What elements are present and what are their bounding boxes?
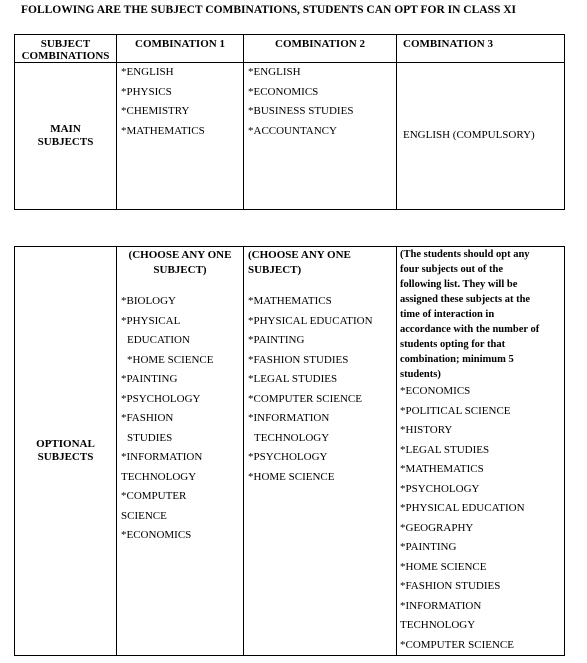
optional-combination-3-cell	[397, 247, 565, 656]
list-item: *PHYSICAL	[121, 314, 181, 327]
list-item: *ENGLISH	[121, 66, 174, 78]
note-line: combination; minimum 5	[400, 354, 514, 365]
list-item: *ECONOMICS	[400, 385, 471, 397]
note-line: (The students should opt any	[400, 249, 530, 260]
optional-combination-3-list	[397, 382, 564, 655]
list-item: *MATHEMATICS	[121, 124, 205, 137]
list-item: *ECONOMICS	[248, 85, 319, 98]
choose-any-one-note	[244, 247, 396, 278]
list-item: *GEOGRAPHY	[400, 521, 474, 534]
list-item: STUDIES	[127, 431, 173, 444]
list-item: *LEGAL STUDIES	[248, 373, 338, 385]
optional-combination-2-cell	[244, 247, 397, 656]
list-item: *COMPUTER SCIENCE	[248, 392, 362, 405]
choose-any-one-note	[117, 247, 243, 278]
list-item: *MATHEMATICS	[248, 295, 332, 307]
main-subjects-row	[15, 63, 565, 210]
list-item: *COMPUTER	[121, 490, 187, 502]
list-item: *FASHION STUDIES	[400, 580, 501, 592]
list-item: SCIENCE	[121, 509, 167, 522]
choose-note-line1: (CHOOSE ANY ONE	[248, 249, 351, 261]
list-item: *ENGLISH	[248, 66, 301, 78]
list-item: *BIOLOGY	[121, 295, 176, 307]
list-item: *FASHION	[121, 412, 174, 424]
optional-combination-2-list	[244, 278, 396, 487]
list-item: *INFORMATION	[121, 451, 203, 463]
main-label-line1: MAIN	[50, 123, 81, 135]
list-item: *BUSINESS STUDIES	[248, 105, 354, 117]
note-line: students opting for that	[400, 339, 506, 350]
header-combination-2: COMBINATION 2	[244, 35, 397, 63]
list-item: *HISTORY	[400, 424, 453, 436]
header-subject-combinations	[15, 35, 117, 63]
choose-note-line2: SUBJECT)	[248, 264, 302, 276]
note-line: following list. They will be	[400, 279, 518, 290]
list-item: *PSYCHOLOGY	[400, 482, 480, 495]
optional-combination-1-list	[117, 278, 243, 546]
list-item: *COMPUTER SCIENCE	[400, 638, 514, 651]
page-title: FOLLOWING ARE THE SUBJECT COMBINATIONS, STUDENTS CAN OPT FOR IN CLASS XI	[21, 4, 517, 16]
optional-subjects-label	[15, 247, 117, 656]
header-combination-1: COMBINATION 1	[117, 35, 244, 63]
list-item: *PAINTING	[248, 334, 305, 346]
list-item: *PSYCHOLOGY	[121, 392, 201, 405]
optional-subjects-row	[15, 247, 565, 656]
main-combination-2-list	[244, 63, 397, 210]
note-line: accordance with the number of	[400, 324, 540, 335]
list-item: *LEGAL STUDIES	[400, 443, 490, 456]
choose-note-line1: (CHOOSE ANY ONE	[128, 249, 232, 261]
list-item: *POLITICAL SCIENCE	[400, 404, 511, 417]
main-subjects-table	[14, 34, 565, 210]
main-label-line2: SUBJECTS	[37, 136, 94, 148]
optional-label-line2: SUBJECTS	[37, 451, 94, 463]
list-item: *INFORMATION	[400, 599, 482, 612]
list-item: *HOME SCIENCE	[248, 470, 335, 483]
header-label-line1: SUBJECT	[40, 38, 91, 50]
list-item: *HOME SCIENCE	[400, 560, 487, 573]
list-item: *PAINTING	[121, 373, 178, 385]
list-item: *PHYSICAL EDUCATION	[400, 502, 525, 514]
list-item: TECHNOLOGY	[254, 431, 330, 444]
list-item: *PAINTING	[400, 541, 457, 553]
list-item: *PHYSICAL EDUCATION	[248, 314, 373, 327]
list-item: *ACCOUNTANCY	[248, 124, 337, 137]
note-line: students)	[400, 369, 441, 380]
list-item: *HOME SCIENCE	[127, 353, 214, 366]
choose-note-line2: SUBJECT)	[153, 264, 207, 276]
note-line: assigned these subjects at the	[400, 294, 531, 305]
list-item: *INFORMATION	[248, 412, 330, 424]
main-combination-3-cell: ENGLISH (COMPULSORY)	[397, 63, 565, 210]
optional-subjects-table	[14, 246, 565, 656]
optional-label-line1: OPTIONAL	[36, 438, 95, 450]
header-combination-3: COMBINATION 3	[397, 35, 565, 63]
opt-any-four-note	[397, 247, 564, 382]
list-item: *ECONOMICS	[121, 529, 192, 541]
list-item: TECHNOLOGY	[400, 619, 476, 631]
list-item: *FASHION STUDIES	[248, 353, 349, 366]
list-item: *CHEMISTRY	[121, 105, 190, 117]
list-item: TECHNOLOGY	[121, 470, 197, 483]
header-label-line2: COMBINATIONS	[21, 50, 110, 62]
note-line: time of interaction in	[400, 309, 495, 320]
header-row	[15, 35, 565, 63]
optional-combination-1-cell	[117, 247, 244, 656]
list-item: *MATHEMATICS	[400, 463, 484, 475]
list-item: EDUCATION	[127, 334, 190, 346]
main-subjects-label	[15, 63, 117, 210]
list-item: *PHYSICS	[121, 85, 172, 98]
list-item: *PSYCHOLOGY	[248, 451, 328, 463]
note-line: four subjects out of the	[400, 264, 504, 275]
main-combination-1-list	[117, 63, 244, 210]
